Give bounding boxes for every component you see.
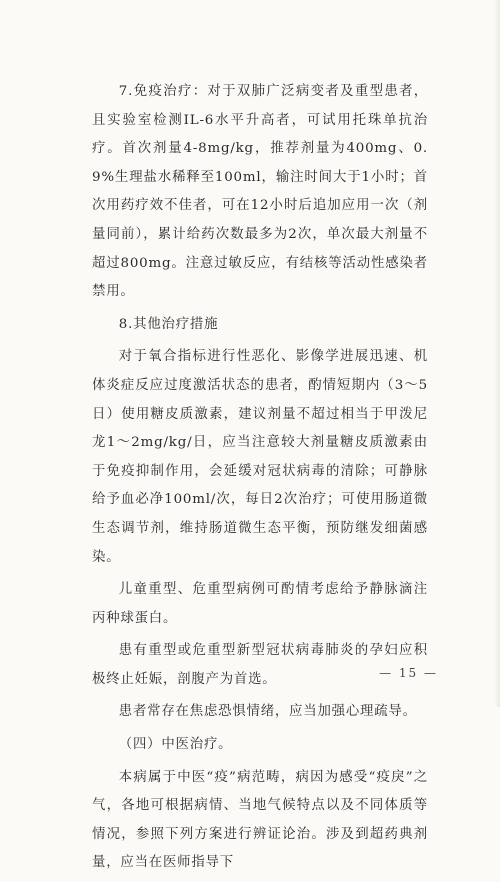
document-body bbox=[92, 78, 428, 882]
section-heading-other-treatments: 8.其他治疗措施 bbox=[118, 316, 219, 332]
paragraph-tcm: 本病属于中医“疫”病范畴，病因为感受“疫戾”之气，各地可根据病情、当地气候特点以及不同体质等情况，参照下列方案进行辨证论治。涉及到超药典剂量，应当在医师指导下 bbox=[92, 769, 428, 871]
section-heading-tcm: （四）中医治疗。 bbox=[118, 737, 233, 753]
paragraph-corticosteroids: 对于氧合指标进行性恶化、影像学进展迅速、机体炎症反应过度激活状态的患者，酌情短期内（3～5日）使用糖皮质激素，建议剂量不超过相当于甲泼尼龙1～2mg/kg/日，应当注意较大剂量糖皮质激素由于免疫抑制作用，会延缓对冠状病毒的清除；可静脉给予血必净100ml/次，每日2次治疗；可使用肠道微生态调节剂，维持肠道微生态平衡，预防继发细菌感染。 bbox=[92, 349, 428, 565]
paragraph-psychological: 患者常存在焦虑恐惧情绪，应当加强心理疏导。 bbox=[118, 704, 417, 720]
page-number: — 15 — bbox=[379, 666, 438, 680]
paragraph-immunotherapy: 7.免疫治疗：对于双肺广泛病变者及重型患者，且实验室检测IL-6水平升高者，可试用托珠单抗治疗。首次剂量4-8mg/kg，推荐剂量为400mg、0.9%生理盐水稀释至100ml，输注时间大于1小时；首次用药疗效不佳者，可在12小时后追加应用一次（剂量同前），累计给药次数最多为2次，单次最大剂量不超过800mg。注意过敏反应，有结核等活动性感染者禁用。 bbox=[92, 84, 428, 300]
paragraph-children: 儿童重型、危重型病例可酌情考虑给予静脉滴注丙种球蛋白。 bbox=[92, 582, 428, 626]
paragraph-pregnancy: 患有重型或危重型新型冠状病毒肺炎的孕妇应积极终止妊娠，剖腹产为首选。 bbox=[92, 643, 428, 687]
scan-edge-shadow bbox=[494, 0, 500, 707]
